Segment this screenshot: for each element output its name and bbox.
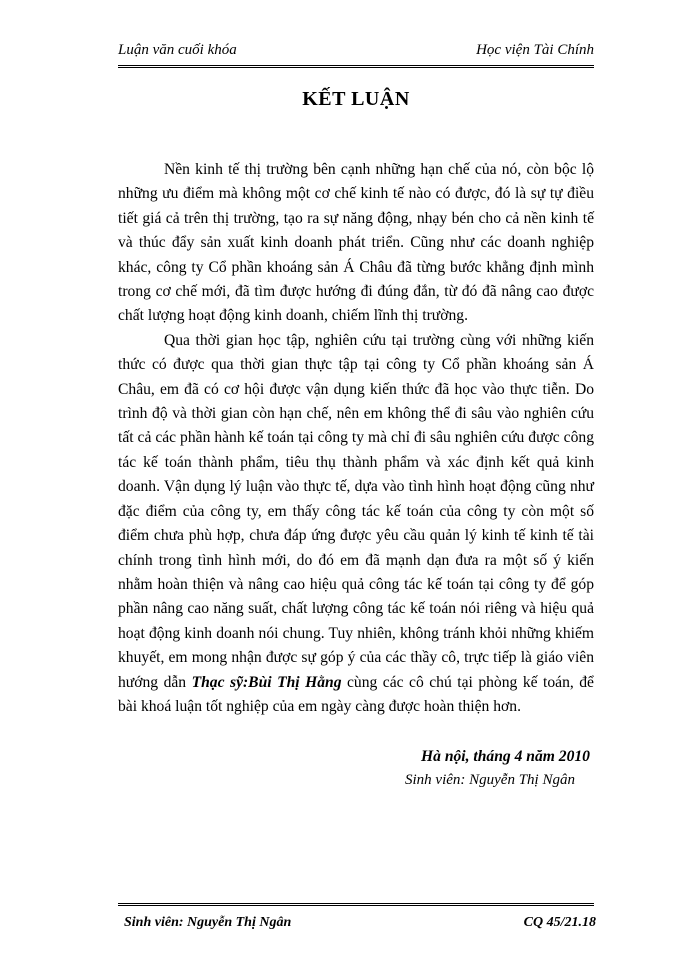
advisor-name: Thạc sỹ:Bùi Thị Hằng [191, 673, 342, 691]
closing-date: Hà nội, tháng 4 năm 2010 [421, 748, 590, 765]
page-title: KẾT LUẬN [302, 88, 410, 110]
paragraph-2-text-end: cùng các cô chú tại phòng kế toán, để bài khoá luận tốt nghiệp của em ngày càng được hoàn thiện hơn. [118, 673, 594, 715]
footer-right-text: CQ 45/21.18 [523, 915, 596, 930]
page-header [118, 42, 594, 59]
header-rule [118, 65, 594, 68]
header-right-text: Học viện Tài Chính [476, 42, 594, 58]
paragraph-1 [118, 158, 594, 329]
header-left-text: Luận văn cuối khóa [118, 42, 237, 58]
footer-rule [118, 903, 594, 906]
page-footer [124, 915, 596, 931]
document-body [118, 158, 594, 719]
paragraph-2-text-start: Qua thời gian học tập, nghiên cứu tại trường cùng với những kiến thức có được qua thời gian thực tập tại công ty Cổ phần khoáng sản Á Châu, em đã có cơ hội được vận dụng kiến thức đã học vào thực tiễn. Do trình độ và thời gian còn hạn chế, nên em không thể đi sâu vào nghiên cứu tất cả các phần hành kế toán tại công ty mà chỉ đi sâu nghiên cứu được công tác kế toán thành phẩm, tiêu thụ thành phẩm và xác định kết quả kinh doanh. Vận dụng lý luận vào thực tế, dựa vào tình hình hoạt động cũng như đặc điểm của công ty, em thấy công tác kế toán của công ty còn một số điểm chưa phù hợp, chưa đáp ứng được yêu cầu quản lý kinh tế kinh tế tài chính trong tình hình mới, do đó em đã mạnh dạn đưa ra một số ý kiến nhằm hoàn thiện và nâng cao hiệu quả công tác kế toán tại công ty để góp phần nâng cao năng suất, chất lượng công tác kế toán nói riêng và hiệu quả hoạt động kinh doanh nói chung. Tuy nhiên, không tránh khỏi những khiếm khuyết, em mong nhận được sự góp ý của các thầy cô, trực tiếp là giáo viên hướng dẫn [118, 331, 594, 691]
document-page [118, 20, 594, 940]
paragraph-2 [118, 329, 594, 720]
footer-left-text: Sinh viên: Nguyễn Thị Ngân [124, 915, 292, 930]
closing-student: Sinh viên: Nguyễn Thị Ngân [405, 772, 575, 788]
paragraph-1-text: Nền kinh tế thị trường bên cạnh những hạn chế của nó, còn bộc lộ những ưu điểm mà không một cơ chế kinh tế nào có được, đó là sự tự điều tiết giá cả trên thị trường, tạo ra sự năng động, nhạy bén cho cả nền kinh tế và thúc đẩy sản xuất kinh doanh phát triển. Cũng như các doanh nghiệp khác, công ty Cổ phần khoáng sản Á Châu đã từng bước khẳng định mình trong cơ chế mới, đã tìm được hướng đi đúng đắn, từ đó đã nâng cao được chất lượng hoạt động kinh doanh, chiếm lĩnh thị trường. [118, 161, 594, 325]
